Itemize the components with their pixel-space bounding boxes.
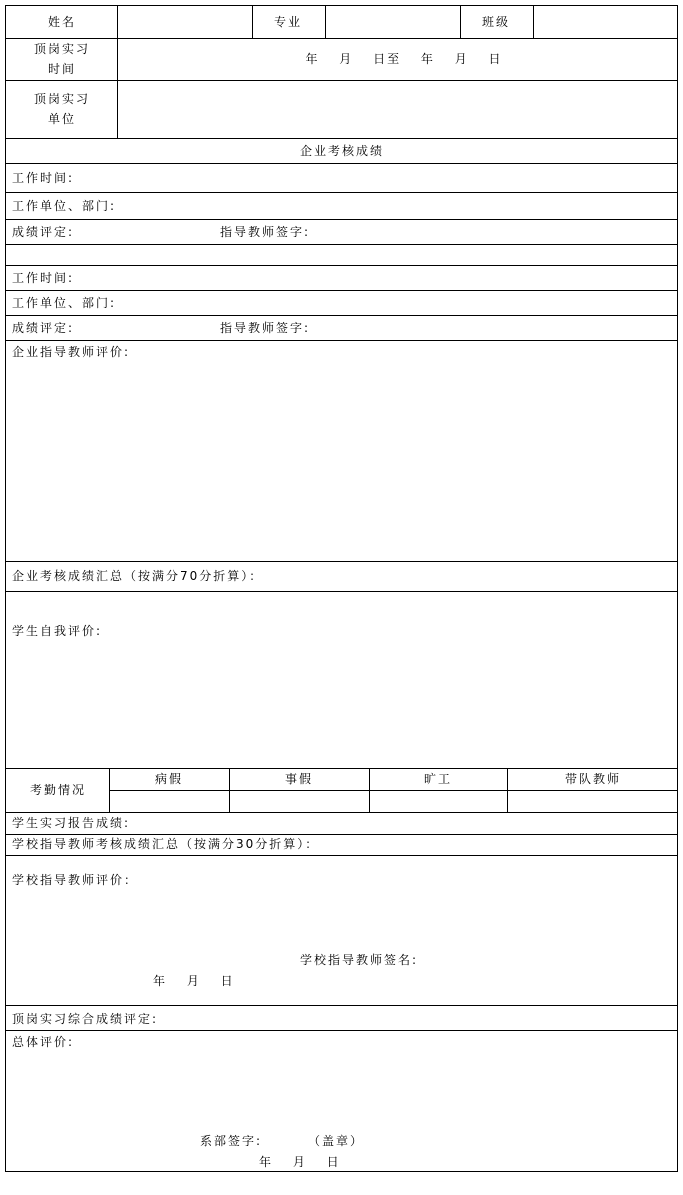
enterprise-summary-label: 企业考核成绩汇总（按满分70分折算）： <box>12 569 264 583</box>
col-divider <box>109 768 110 812</box>
row-divider <box>6 591 677 592</box>
school-date: 年 月 日 <box>153 974 235 988</box>
school-eval-label: 学校指导教师评价： <box>12 873 139 887</box>
row-divider <box>6 315 677 316</box>
work-unit-label: 工作单位、部门: <box>12 199 117 213</box>
school-summary-label: 学校指导教师考核成绩汇总（按满分30分折算）： <box>12 837 320 851</box>
col-divider <box>325 6 326 38</box>
teacher-sign-label: 指导教师签字: <box>220 225 311 239</box>
name-label: 姓名 <box>47 15 77 29</box>
row-divider <box>6 340 677 341</box>
attendance-col-absence: 旷工 <box>423 772 453 786</box>
internship-assessment-form <box>5 5 678 1172</box>
row-divider <box>6 265 677 266</box>
row-divider <box>6 812 677 813</box>
attendance-col-sick-leave: 病假 <box>154 772 184 786</box>
row-divider <box>6 244 677 245</box>
row-divider <box>6 290 677 291</box>
attendance-col-lead-teacher: 带队教师 <box>564 772 622 786</box>
row-divider <box>6 38 677 39</box>
work-time-label: 工作时间: <box>12 271 75 285</box>
major-label: 专业 <box>273 15 303 29</box>
row-divider <box>6 138 677 139</box>
seal-label: （盖章） <box>308 1134 365 1148</box>
row-divider <box>6 80 677 81</box>
row-divider <box>6 219 677 220</box>
row-divider <box>6 855 677 856</box>
dept-sign-label: 系部签字: <box>200 1134 263 1148</box>
enterprise-section-title: 企业考核成绩 <box>299 144 385 158</box>
grade-label: 成绩评定: <box>12 225 75 239</box>
period-label-line2: 时间 <box>47 62 77 76</box>
self-eval-label: 学生自我评价: <box>12 624 103 638</box>
col-divider <box>369 768 370 812</box>
grade-label: 成绩评定: <box>12 321 75 335</box>
period-value: 年 月 日至 年 月 日 <box>305 52 503 66</box>
col-divider <box>252 6 253 38</box>
row-divider <box>6 561 677 562</box>
row-divider <box>109 790 677 791</box>
col-divider <box>229 768 230 812</box>
work-unit-label: 工作单位、部门: <box>12 296 117 310</box>
row-divider <box>6 1030 677 1031</box>
row-divider <box>6 834 677 835</box>
row-divider <box>6 1005 677 1006</box>
overall-eval-label: 总体评价: <box>12 1035 75 1049</box>
row-divider <box>6 192 677 193</box>
mentor-eval-label: 企业指导教师评价: <box>12 345 131 359</box>
col-divider <box>117 6 118 138</box>
row-divider <box>6 768 677 769</box>
teacher-sign-label: 指导教师签字: <box>220 321 311 335</box>
row-divider <box>6 163 677 164</box>
unit-label-line2: 单位 <box>47 112 77 126</box>
attendance-col-personal-leave: 事假 <box>284 772 314 786</box>
overall-grade-label: 顶岗实习综合成绩评定: <box>12 1012 159 1026</box>
unit-label-line1: 顶岗实习 <box>33 92 91 106</box>
school-sign-label: 学校指导教师签名: <box>300 953 419 967</box>
work-time-label: 工作时间: <box>12 171 75 185</box>
report-grade-label: 学生实习报告成绩: <box>12 816 131 830</box>
attendance-label: 考勤情况 <box>29 783 87 797</box>
final-date: 年 月 日 <box>259 1155 341 1169</box>
col-divider <box>507 768 508 812</box>
col-divider <box>460 6 461 38</box>
class-label: 班级 <box>481 15 511 29</box>
period-label-line1: 顶岗实习 <box>33 42 91 56</box>
col-divider <box>533 6 534 38</box>
